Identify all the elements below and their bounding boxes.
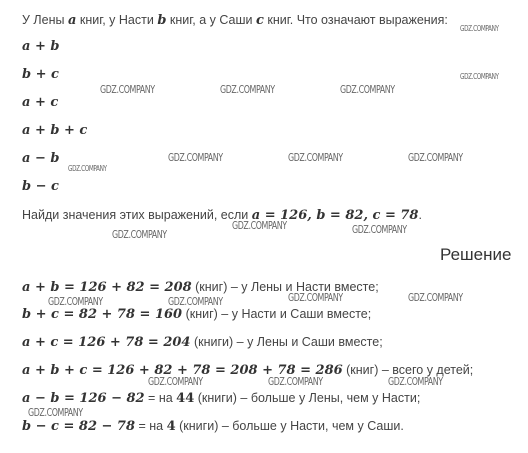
expression-1: a + b <box>22 39 60 54</box>
solution-number: 44 <box>176 391 195 406</box>
solution-line-6 <box>22 418 404 435</box>
watermark: GDZ.COMPANY <box>168 151 223 164</box>
watermark: GDZ.COMPANY <box>408 151 463 164</box>
solution-line-3 <box>22 334 383 351</box>
solution-expr: b − c = 82 − 78 <box>22 419 136 434</box>
expression-2: b + c <box>22 67 59 82</box>
solution-line-2 <box>22 306 371 323</box>
watermark: GDZ.COMPANY <box>48 295 103 308</box>
watermark: GDZ.COMPANY <box>168 295 223 308</box>
task-end: . <box>418 208 422 222</box>
task-text: Найди значения этих выражений, если <box>22 208 252 222</box>
var-c: c <box>255 13 264 28</box>
var-a: a <box>67 13 77 28</box>
expression-3: a + c <box>22 95 59 110</box>
solution-line-5 <box>22 390 420 407</box>
watermark: GDZ.COMPANY <box>68 164 107 173</box>
solution-text: (книги) – больше у Насти, чем у Саши. <box>175 419 404 433</box>
watermark: GDZ.COMPANY <box>232 219 287 232</box>
problem-statement <box>22 12 448 29</box>
watermark: GDZ.COMPANY <box>352 223 407 236</box>
solution-text: (книг) – всего у детей; <box>342 363 474 377</box>
solution-expr: a + b + c = 126 + 82 + 78 = 208 + 78 = 286 <box>22 363 343 378</box>
watermark: GDZ.COMPANY <box>28 406 83 419</box>
solution-text: (книг) – у Насти и Саши вместе; <box>182 307 372 321</box>
watermark: GDZ.COMPANY <box>220 83 275 96</box>
var-b: b <box>157 13 167 28</box>
solution-text: (книги) – у Лены и Саши вместе; <box>190 335 383 349</box>
watermark: GDZ.COMPANY <box>148 375 203 388</box>
solution-text: (книг) – у Лены и Насти вместе; <box>191 280 379 294</box>
solution-text: (книги) – больше у Лены, чем у Насти; <box>194 391 421 405</box>
solution-text: = на <box>135 419 167 433</box>
solution-text: = на <box>144 391 177 405</box>
expression-5: a − b <box>22 151 60 166</box>
watermark: GDZ.COMPANY <box>460 24 499 33</box>
watermark: GDZ.COMPANY <box>388 375 443 388</box>
watermark: GDZ.COMPANY <box>288 151 343 164</box>
task-condition: a = 126, b = 82, c = 78 <box>251 208 419 223</box>
problem-text-3: книг, а у Саши <box>166 13 256 27</box>
problem-text-4: книг. Что означают выражения: <box>263 13 448 27</box>
watermark: GDZ.COMPANY <box>340 83 395 96</box>
watermark: GDZ.COMPANY <box>100 83 155 96</box>
watermark: GDZ.COMPANY <box>268 375 323 388</box>
watermark: GDZ.COMPANY <box>112 228 167 241</box>
solution-number: 4 <box>166 419 176 434</box>
watermark: GDZ.COMPANY <box>288 291 343 304</box>
problem-text-2: книг, у Насти <box>76 13 158 27</box>
expression-6: b − c <box>22 179 59 194</box>
solution-expr: a − b = 126 − 82 <box>22 391 145 406</box>
solution-heading: Решение <box>440 245 512 264</box>
solution-expr: a + c = 126 + 78 = 204 <box>22 335 191 350</box>
watermark: GDZ.COMPANY <box>408 291 463 304</box>
solution-expr: a + b = 126 + 82 = 208 <box>22 280 192 295</box>
expression-4: a + b + c <box>22 123 88 138</box>
watermark: GDZ.COMPANY <box>460 72 499 81</box>
solution-expr: b + c = 82 + 78 = 160 <box>22 307 183 322</box>
task-statement <box>22 207 422 224</box>
problem-text-1: У Лены <box>22 13 68 27</box>
